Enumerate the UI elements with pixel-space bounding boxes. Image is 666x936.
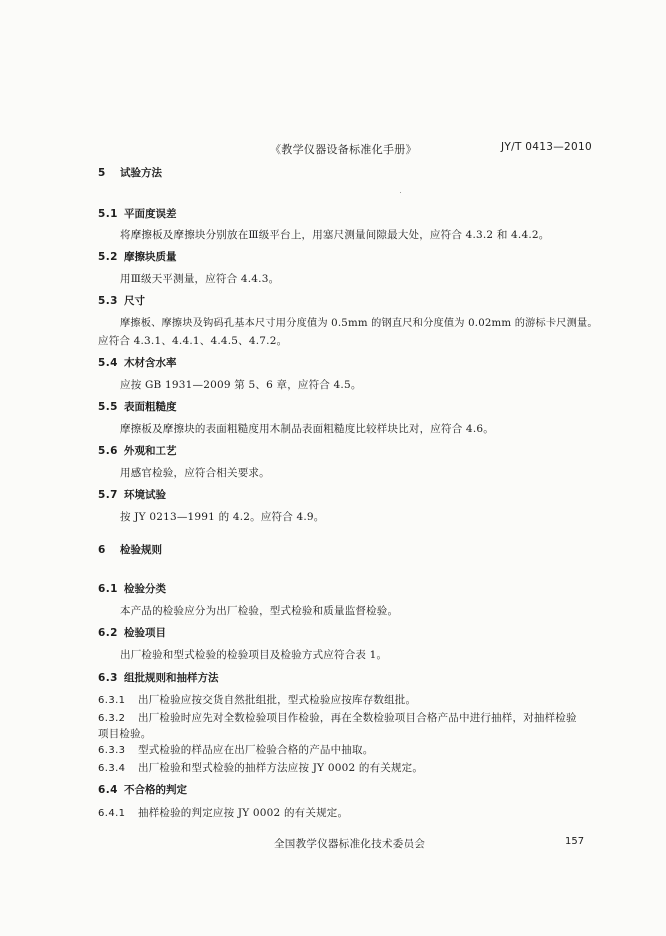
section-5-heading: 5 试验方法	[98, 167, 162, 179]
clause-6-3-1: 6.3.1 出厂检验应按交货自然批组批，型式检验应按库存数组批。	[98, 694, 417, 706]
section-5-6-text: 用感官检验，应符合相关要求。	[120, 467, 270, 479]
section-6-1-text: 本产品的检验应分为出厂检验，型式检验和质量监督检验。	[120, 605, 399, 617]
clause-6-3-3: 6.3.3 型式检验的样品应在出厂检验合格的产品中抽取。	[98, 744, 374, 756]
section-5-5-heading: 5.5 表面粗糙度	[98, 401, 177, 413]
section-6-2-heading: 6.2 检验项目	[98, 627, 166, 639]
section-5-7-text: 按 JY 0213—1991 的 4.2。应符合 4.9。	[120, 511, 325, 523]
clause-6-3-2-cont: 项目检验。	[98, 728, 152, 740]
section-5-2-text: 用Ⅲ级天平测量，应符合 4.4.3。	[120, 273, 280, 285]
section-6-1-heading: 6.1 检验分类	[98, 583, 166, 595]
section-5-1-text: 将摩擦板及摩擦块分别放在Ⅲ级平台上，用塞尺测量间隙最大处，应符合 4.3.2 和 4.4.2。	[120, 229, 550, 241]
section-5-3-text: 摩擦板、摩擦块及钩码孔基本尺寸用分度值为 0.5mm 的钢直尺和分度值为 0.02mm 的游标卡尺测量。	[120, 318, 598, 329]
page-number: 157	[565, 836, 585, 847]
section-5-7-heading: 5.7 环境试验	[98, 489, 166, 501]
section-5-5-text: 摩擦板及摩擦块的表面粗糙度用木制品表面粗糙度比较样块比对，应符合 4.6。	[120, 423, 494, 435]
clause-6-3-2: 6.3.2 出厂检验时应先对全数检验项目作检验，再在全数检验项目合格产品中进行抽样，对抽样检验	[98, 712, 577, 724]
header-standard-code: JY/T 0413—2010	[501, 141, 592, 153]
section-5-3-text-cont: 应符合 4.3.1、4.4.1、4.4.5、4.7.2。	[98, 335, 288, 347]
section-6-2-text: 出厂检验和型式检验的检验项目及检验方式应符合表 1。	[120, 649, 388, 661]
footer-organization: 全国教学仪器标准化技术委员会	[274, 838, 426, 850]
section-5-1-heading: 5.1 平面度误差	[98, 208, 177, 220]
section-5-4-heading: 5.4 木材含水率	[98, 357, 177, 369]
clause-6-3-4: 6.3.4 出厂检验和型式检验的抽样方法应按 JY 0002 的有关规定。	[98, 762, 424, 774]
scan-speck	[400, 192, 401, 193]
section-5-6-heading: 5.6 外观和工艺	[98, 445, 177, 457]
header-title: 《教学仪器设备标准化手册》	[270, 143, 417, 156]
section-6-4-heading: 6.4 不合格的判定	[98, 784, 187, 796]
clause-6-4-1: 6.4.1 抽样检验的判定应按 JY 0002 的有关规定。	[98, 807, 349, 819]
section-5-3-heading: 5.3 尺寸	[98, 295, 145, 307]
section-5-2-heading: 5.2 摩擦块质量	[98, 251, 177, 263]
section-6-heading: 6 检验规则	[98, 544, 162, 556]
section-6-3-heading: 6.3 组批规则和抽样方法	[98, 672, 219, 684]
section-5-4-text: 应按 GB 1931—2009 第 5、6 章，应符合 4.5。	[120, 379, 362, 391]
